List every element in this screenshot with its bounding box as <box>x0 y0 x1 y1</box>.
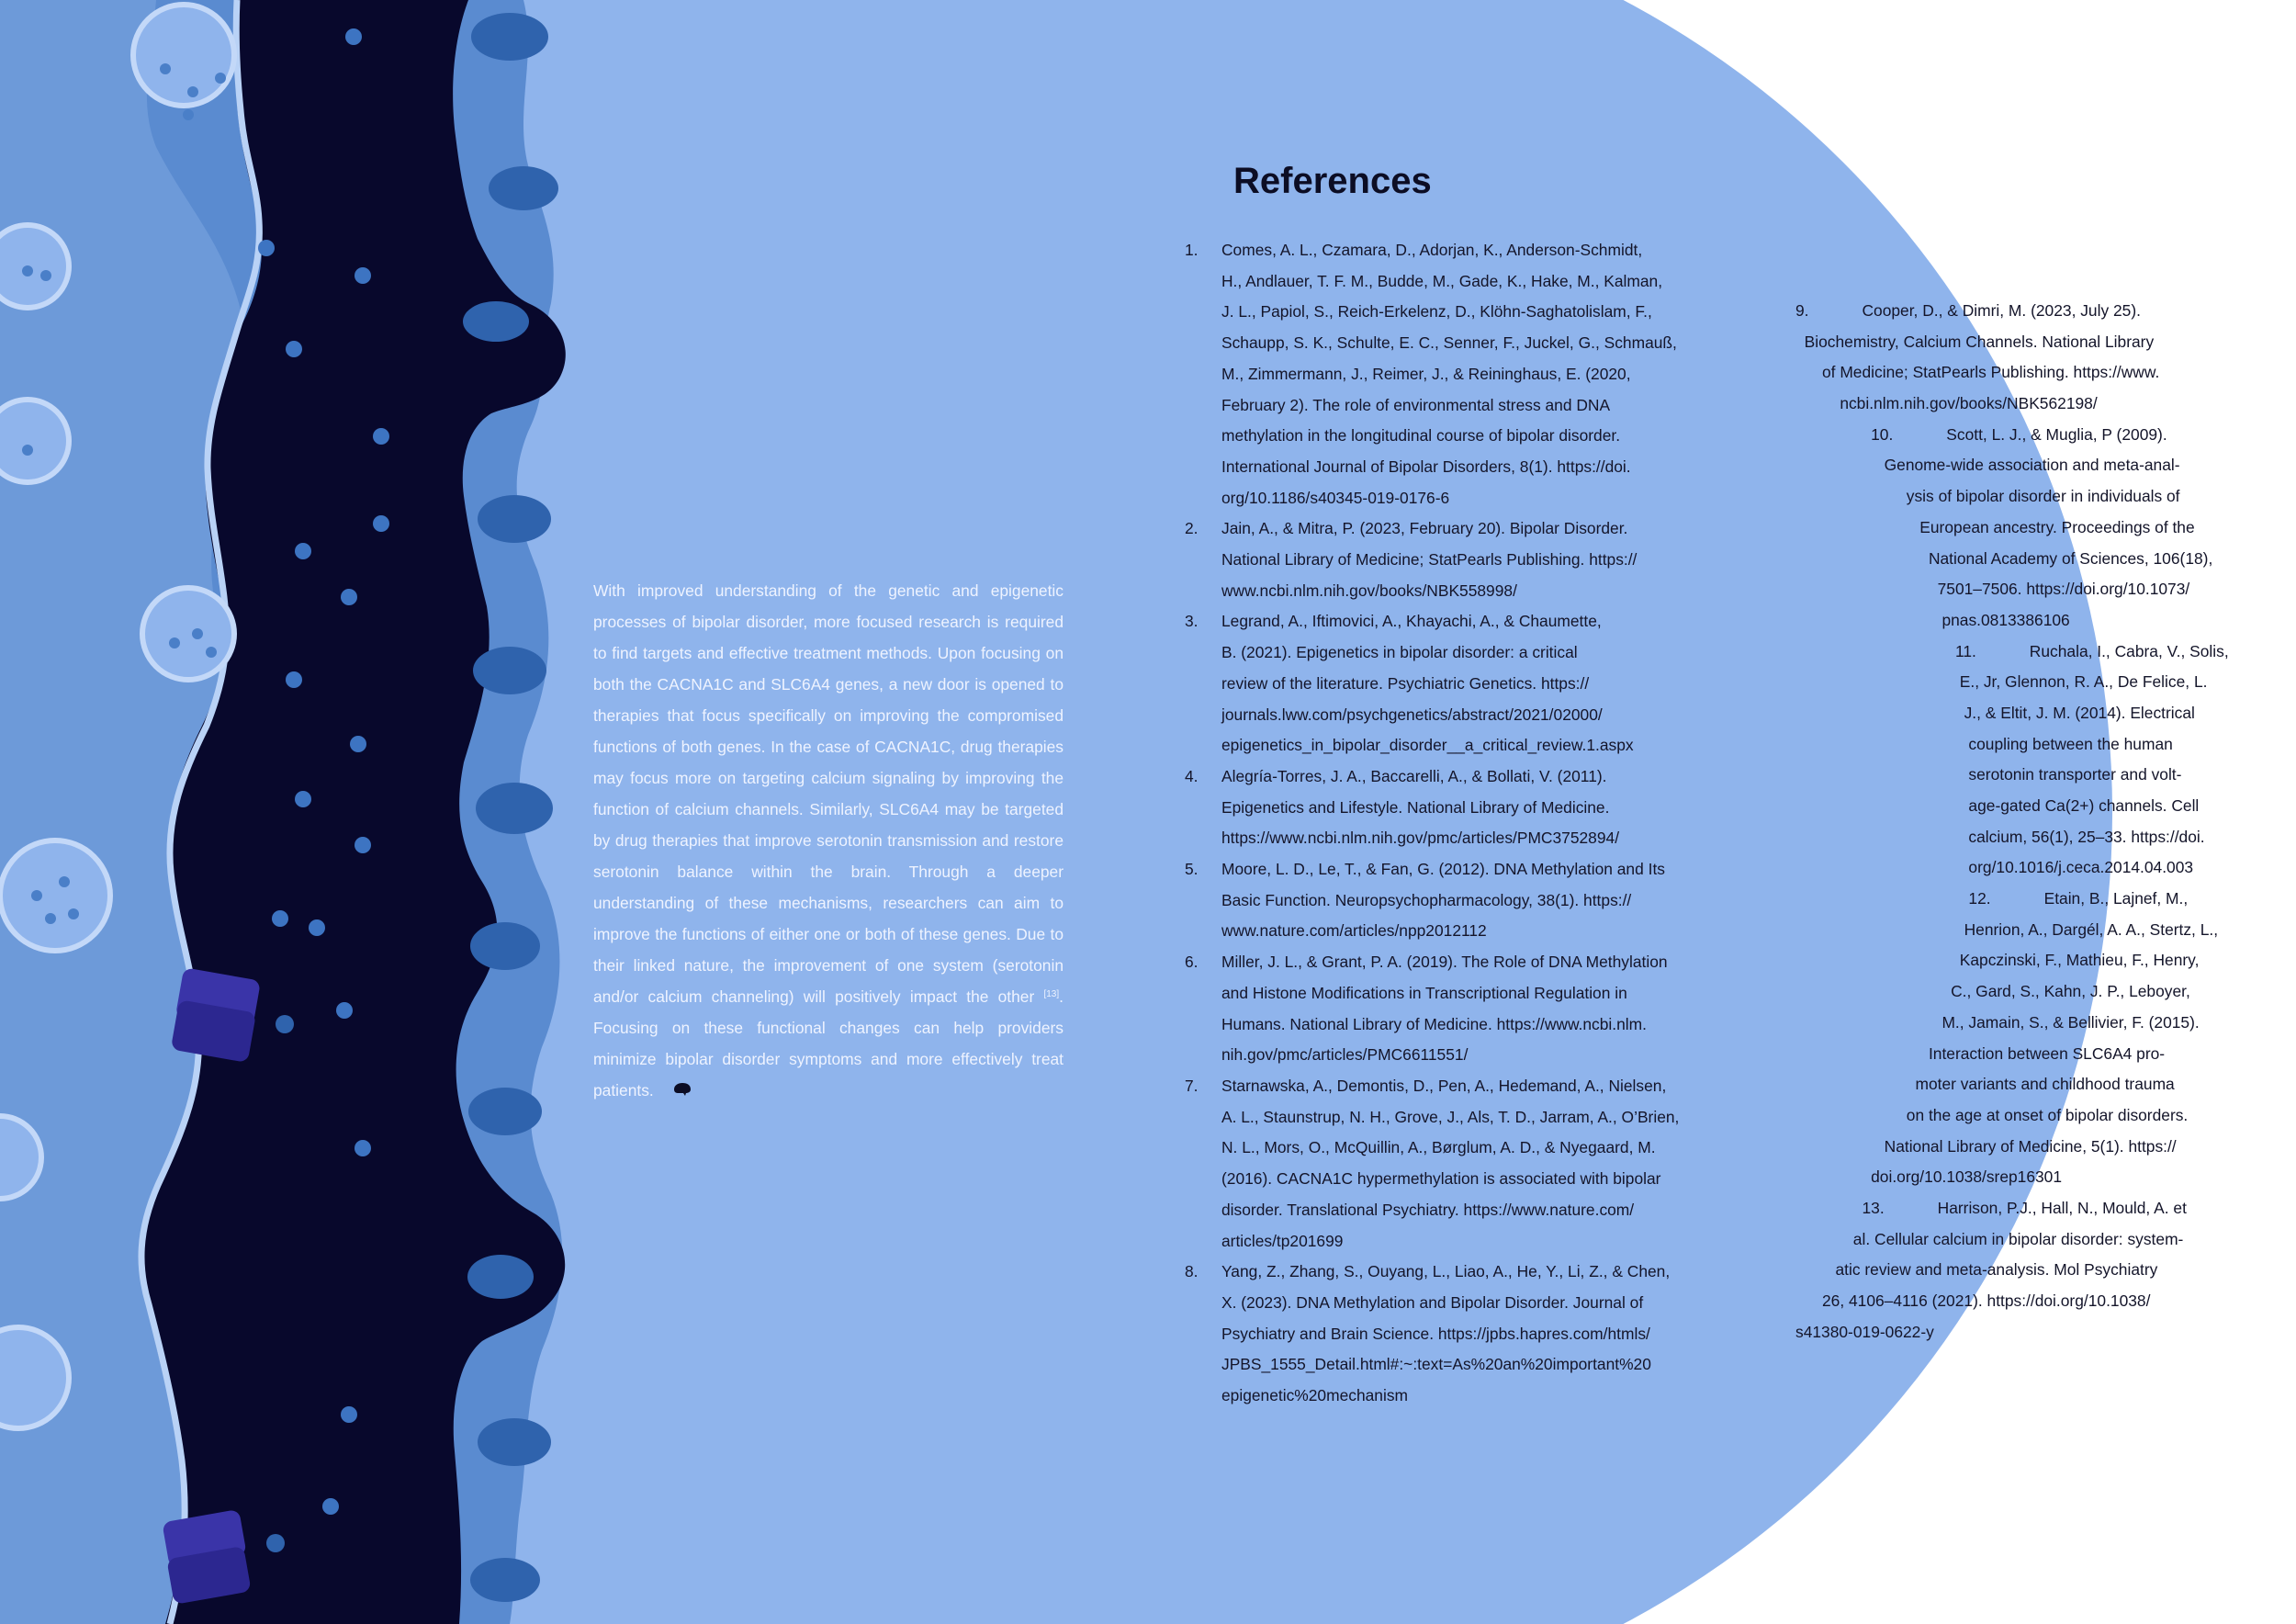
reference-number: 8. <box>1185 1262 1199 1281</box>
reference-line: ncbi.nlm.nih.gov/books/NBK562198/ <box>1795 394 2098 413</box>
reference-line: E., Jr, Glennon, R. A., De Felice, L. <box>1795 672 2208 692</box>
reference-line: atic review and meta-analysis. Mol Psychiatry <box>1795 1260 2158 1280</box>
reference-line: on the age at onset of bipolar disorders. <box>1795 1105 2189 1124</box>
reference-line: 10. Scott, L. J., & Muglia, P (2009). <box>1795 424 2167 444</box>
reference-line: Kapczinski, F., Mathieu, F., Henry, <box>1795 951 2200 970</box>
reference-text: Yang, Z., Zhang, S., Ouyang, L., Liao, A., He, Y., Li, Z., & Chen, X. (2023). DNA Methylation and Bipolar Disorder. Journal of Psychiatry and Brain Science. https://jpbs.hapres.com/htmls/ JPBS_1555_Detail.html#:~:text=As%20an%20important%20 epigenetic%20mechanism <box>1221 1262 1671 1405</box>
reference-text: Starnawska, A., Demontis, D., Pen, A., Hedemand, A., Nielsen, A. L., Staunstrup, N. H., Grove, J., Als, T. D., Jarram, A., O’Brien, N. L., Mors, O., McQuillin, A., Børglum, A. D., & Nyegaard, M. (2016). CACNA1C hypermethylation is associated with bipolar disorder. Translational Psychiatry. https://www.nature.com/ articles/tp201699 <box>1221 1076 1680 1250</box>
reference-line: al. Cellular calcium in bipolar disorder: system- <box>1795 1229 2184 1248</box>
reference-line: org/10.1016/j.ceca.2014.04.003 <box>1795 858 2194 877</box>
reference-line: serotonin transporter and volt- <box>1795 765 2182 784</box>
reference-line: J., & Eltit, J. M. (2014). Electrical <box>1795 703 2195 722</box>
reference-number: 6. <box>1185 953 1199 972</box>
reference-line: 13. Harrison, P.J., Hall, N., Mould, A. et <box>1795 1198 2187 1217</box>
reference-line: M., Jamain, S., & Bellivier, F. (2015). <box>1795 1012 2200 1032</box>
reference-number: 2. <box>1185 519 1199 538</box>
references-list-left <box>1185 235 1708 1412</box>
reference-item <box>1185 606 1708 761</box>
reference-text: Alegría-Torres, J. A., Baccarelli, A., & Bollati, V. (2011). Epigenetics and Lifestyle. National Library of Medicine. https://www.ncbi.nlm.nih.gov/pmc/articles/PMC3752894/ <box>1221 766 1620 848</box>
reference-line: age-gated Ca(2+) channels. Cell <box>1795 796 2200 815</box>
references-list-right <box>1795 296 2255 1348</box>
reference-line: 26, 4106–4116 (2021). https://doi.org/10.1038/ <box>1795 1291 2151 1310</box>
reference-line: Henrion, A., Dargél, A. A., Stertz, L., <box>1795 919 2219 939</box>
reference-line: 12. Etain, B., Lajnef, M., <box>1795 889 2189 908</box>
reference-number: 5. <box>1185 860 1199 879</box>
intro-text-part-2: . Focusing on these functional changes can help providers minimize bipolar disorder symptoms and more effectively treat patients. <box>593 987 1064 1100</box>
reference-text: Miller, J. L., & Grant, P. A. (2019). The Role of DNA Methylation and Histone Modifications in Transcriptional Regulation in Humans. National Library of Medicine. https://www.ncbi.nlm. nih.gov/pmc/articles/PMC6611551/ <box>1221 953 1668 1065</box>
reference-number: 1. <box>1185 241 1199 259</box>
reference-item <box>1185 947 1708 1071</box>
reference-line: C., Gard, S., Kahn, J. P., Leboyer, <box>1795 982 2190 1001</box>
reference-line: coupling between the human <box>1795 734 2173 753</box>
reference-line: s41380-019-0622-y <box>1795 1322 1934 1341</box>
reference-line: calcium, 56(1), 25–33. https://doi. <box>1795 827 2205 846</box>
reference-item <box>1185 854 1708 947</box>
reference-line: European ancestry. Proceedings of the <box>1795 517 2195 536</box>
reference-line: ysis of bipolar disorder in individuals of <box>1795 487 2180 506</box>
intro-paragraph <box>593 575 1064 1107</box>
reference-line: Genome-wide association and meta-anal- <box>1795 456 2180 475</box>
intro-text-part-1: With improved understanding of the genetic and epigenetic processes of bipolar disorder, more focused research is required to find targets and effective treatment methods. Upon focusing on both the CACNA1C and SLC6A4 genes, a new door is opened to therapies that focus specifically on improving the compromised functions of both genes. In the case of CACNA1C, drug therapies may focus more on targeting calcium signaling by improving the function of calcium channels. Similarly, SLC6A4 may be targeted by drug therapies that improve serotonin transmission and restore serotonin balance within the brain. Through a deeper understanding of these mechanisms, researchers can aim to improve the functions of either one or both of these genes. Due to their linked nature, the improvement of one system (serotonin and/or calcium channeling) will positively impact the other <box>593 581 1064 1006</box>
reference-line: doi.org/10.1038/srep16301 <box>1795 1167 2063 1187</box>
reference-line: National Library of Medicine, 5(1). https:// <box>1795 1136 2177 1156</box>
reference-number: 3. <box>1185 612 1199 631</box>
reference-line: Interaction between SLC6A4 pro- <box>1795 1043 2166 1063</box>
reference-line: of Medicine; StatPearls Publishing. https://www. <box>1795 363 2160 382</box>
reference-line: 9. Cooper, D., & Dimri, M. (2023, July 25). <box>1795 301 2141 320</box>
reference-text: Moore, L. D., Le, T., & Fan, G. (2012). DNA Methylation and Its Basic Function. Neuropsychopharmacology, 38(1). https:// www.nature.com/articles/npp2012112 <box>1221 860 1665 941</box>
reference-number: 4. <box>1185 766 1199 785</box>
brain-end-icon <box>672 1076 692 1107</box>
reference-text: Jain, A., & Mitra, P. (2023, February 20). Bipolar Disorder. National Library of Medicine; StatPearls Publishing. https:// www.ncbi.nlm.nih.gov/books/NBK558998/ <box>1221 519 1638 600</box>
reference-text: Comes, A. L., Czamara, D., Adorjan, K., Anderson-Schmidt, H., Andlauer, T. F. M., Budde, M., Gade, K., Hake, M., Kalman, J. L., Papiol, S., Reich-Erkelenz, D., Klöhn-Saghatolislam, F., Schaupp, S. K., Schulte, E. C., Senner, F., Juckel, G., Schmauß, M., Zimmermann, J., Reimer, J., & Reininghaus, E. (2020, February 2). The role of environmental stress and DNA methylation in the longitudinal course of bipolar disorder. International Journal of Bipolar Disorders, 8(1). https://doi. org/10.1186/s40345-019-0176-6 <box>1221 241 1677 507</box>
reference-text: Legrand, A., Iftimovici, A., Khayachi, A., & Chaumette, B. (2021). Epigenetics in bipolar disorder: a critical review of the literature. Psychiatric Genetics. https:// journals.lww.com/psychgenetics/abstract/2021/02000/ epigenetics_in_bipolar_disorder__a_critical_review.1.aspx <box>1221 612 1634 755</box>
reference-line: moter variants and childhood trauma <box>1795 1075 2175 1094</box>
reference-line: National Academy of Sciences, 106(18), <box>1795 548 2213 568</box>
citation-13: [13] <box>1043 989 1060 999</box>
reference-line: pnas.0813386106 <box>1795 610 2070 629</box>
reference-item <box>1185 513 1708 606</box>
reference-line: 11. Ruchala, I., Cabra, V., Solis, <box>1795 641 2229 660</box>
reference-item <box>1185 1257 1708 1412</box>
reference-item <box>1185 761 1708 854</box>
reference-line: Biochemistry, Calcium Channels. National Library <box>1795 332 2155 351</box>
reference-number: 7. <box>1185 1076 1199 1095</box>
reference-item <box>1185 235 1708 513</box>
reference-line: 7501–7506. https://doi.org/10.1073/ <box>1795 580 2190 599</box>
references-title: References <box>1233 161 1432 201</box>
reference-item <box>1185 1071 1708 1257</box>
